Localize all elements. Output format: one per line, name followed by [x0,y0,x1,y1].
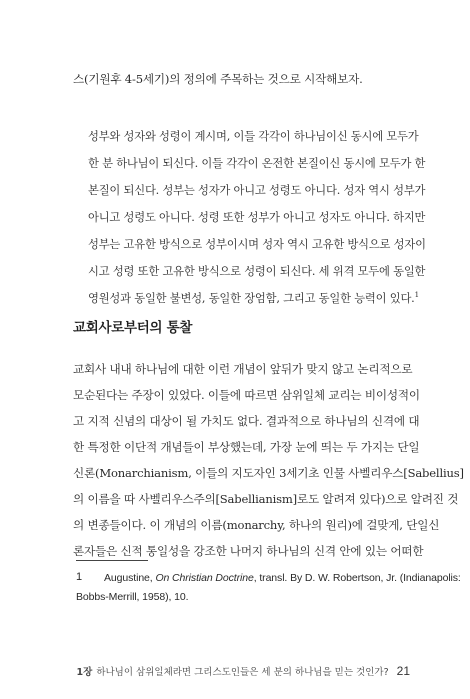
body-line: 모순된다는 주장이 있었다. 이들에 따르면 삼위일체 교리는 비이성적이 [73,388,420,402]
quote-line: 아니고 성령도 아니다. 성령 또한 성부가 아니고 성자도 아니다. 하지만 [88,211,426,224]
running-footer [77,664,410,678]
quote-line-text: 영원성과 동일한 불변성, 동일한 장엄함, 그리고 동일한 능력이 있다. [88,292,415,305]
quote-line: 본질이 되신다. 성부는 성자가 아니고 성령도 아니다. 성자 역시 성부가 [88,184,426,197]
quote-line: 성부는 고유한 방식으로 성부이시며 성자 역시 고유한 방식으로 성자이 [88,238,426,251]
body-line: 의 변종들이다. 이 개념의 이름(monarchy, 하나의 원리)에 걸맞게, 단일신 [73,518,440,532]
quote-line: 한 분 하나님이 되신다. 이들 각각이 온전한 본질이신 동시에 모두가 한 [88,157,426,170]
footnote-title: On Christian Doctrine [155,572,254,584]
body-line: 신론(Monarchianism, 이들의 지도자인 3세기초 인물 사벨리우스[Sabellius] [73,466,464,480]
page-number: 21 [396,664,410,678]
body-line: 의 이름을 따 사벨리우스주의[Sabellianism]로도 알려져 있다)으로 알려진 것 [73,492,459,506]
body-line: 한 특정한 이단적 개념들이 부상했는데, 가장 눈에 띄는 두 가지는 단일 [73,440,420,454]
footnote-line-1 [104,571,461,585]
body-line: 고 지적 신념의 대상이 될 가치도 없다. 결과적으로 하나님의 신격에 대 [73,414,420,428]
footnote-rest: , transl. By D. W. Robertson, Jr. (Indianapolis: [253,572,461,584]
quote-line: 성부와 성자와 성령이 계시며, 이들 각각이 하나님이신 동시에 모두가 [88,130,419,143]
section-heading: 교회사로부터의 통찰 [73,320,193,336]
footnote-divider [76,560,148,561]
footnote-line-2: Bobbs-Merrill, 1958), 10. [76,591,189,603]
footnote-marker[interactable]: 1 [414,291,419,300]
chapter-label: 1장 [76,667,93,678]
body-line: 론자들은 신적 통일성을 강조한 나머지 하나님의 신격 안에 있는 어떠한 [73,544,424,558]
quote-line: 시고 성령 또한 고유한 방식으로 성령이 되신다. 세 위격 모두에 동일한 [88,265,426,278]
intro-line: 스(기원후 4-5세기)의 정의에 주목하는 것으로 시작해보자. [73,72,363,86]
footnote-number: 1 [76,571,83,583]
body-line: 교회사 내내 하나님에 대한 이런 개념이 앞뒤가 맞지 않고 논리적으로 [73,362,413,376]
footnote-author: Augustine, [104,572,156,584]
chapter-title: 하나님이 삼위일체라면 그리스도인들은 세 분의 하나님을 믿는 것인가? [96,667,389,678]
quote-line-last [88,291,419,307]
